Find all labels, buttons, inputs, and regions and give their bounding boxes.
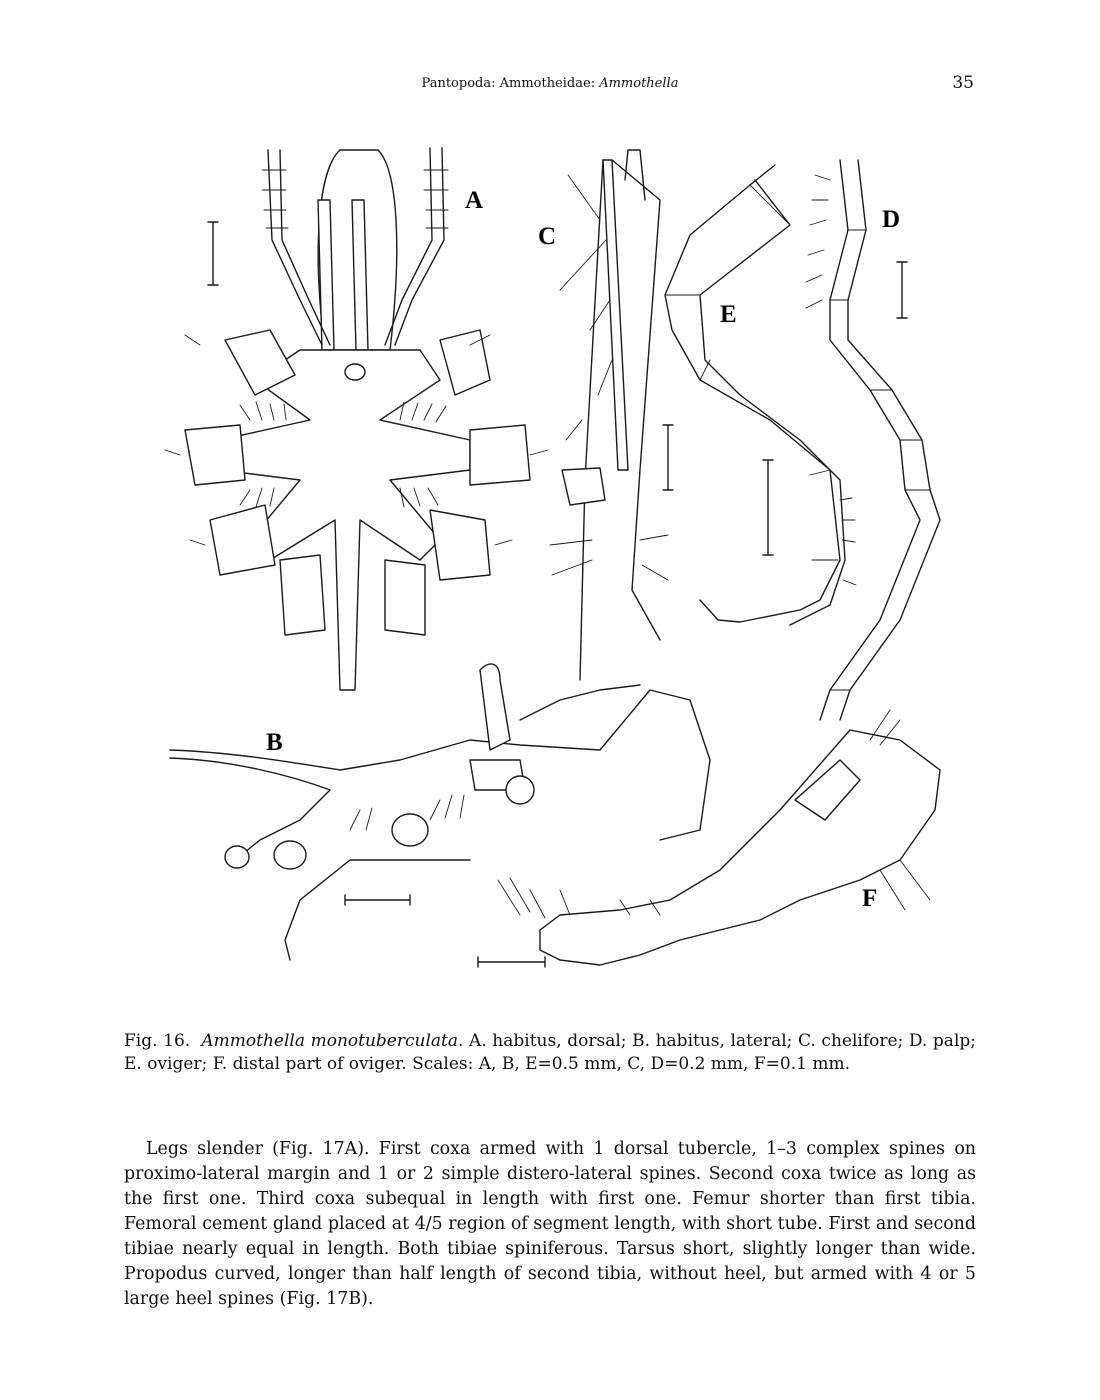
panel-f-drawing [478, 710, 940, 967]
running-head-prefix: Pantopoda: Ammotheidae: [421, 76, 600, 91]
panel-label-f: F [862, 885, 878, 912]
panel-e-drawing [665, 165, 856, 625]
caption-species: Ammothella monotuberculata [201, 1031, 458, 1051]
running-head-genus: Ammothella [599, 76, 679, 91]
panel-d-drawing [806, 160, 940, 720]
caption-figure-number: Fig. 16. [124, 1031, 191, 1051]
panel-b-drawing [170, 664, 710, 960]
panel-label-b: B [266, 729, 283, 756]
body-paragraph: Legs slender (Fig. 17A). First coxa armed with 1 dorsal tubercle, 1–3 complex spines on proximo-lateral margin and 1 or 2 simple distero-lateral spines. Second coxa twice as long as the first one. Third coxa subequal in length with first one. Femur shorter than first tibia. Femoral cement gland placed at 4/5 region of segment length, with short tube. First and second tibiae nearly equal in length. Both tibiae spiniferous. Tarsus short, slightly longer than wide. Propodus curved, longer than half length of second tibia, without heel, but armed with 4 or 5 large heel spines (Fig. 17B). [124, 1139, 976, 1309]
panel-c-drawing [550, 150, 673, 680]
panel-a-drawing [165, 148, 548, 690]
panel-label-c: C [538, 223, 557, 250]
page-number: 35 [952, 73, 974, 93]
caption-text: . A. habitus, dorsal; B. habitus, lateral; C. chelifore; D. palp; E. oviger; F. distal part of oviger. Scales: A, B, E=0.5 mm, C, D=0.2 mm, F=0.1 mm. [124, 1031, 976, 1074]
panel-label-a: A [465, 187, 484, 214]
panel-label-d: D [882, 206, 901, 233]
panel-label-e: E [720, 301, 737, 328]
figure-caption [124, 1030, 976, 1076]
